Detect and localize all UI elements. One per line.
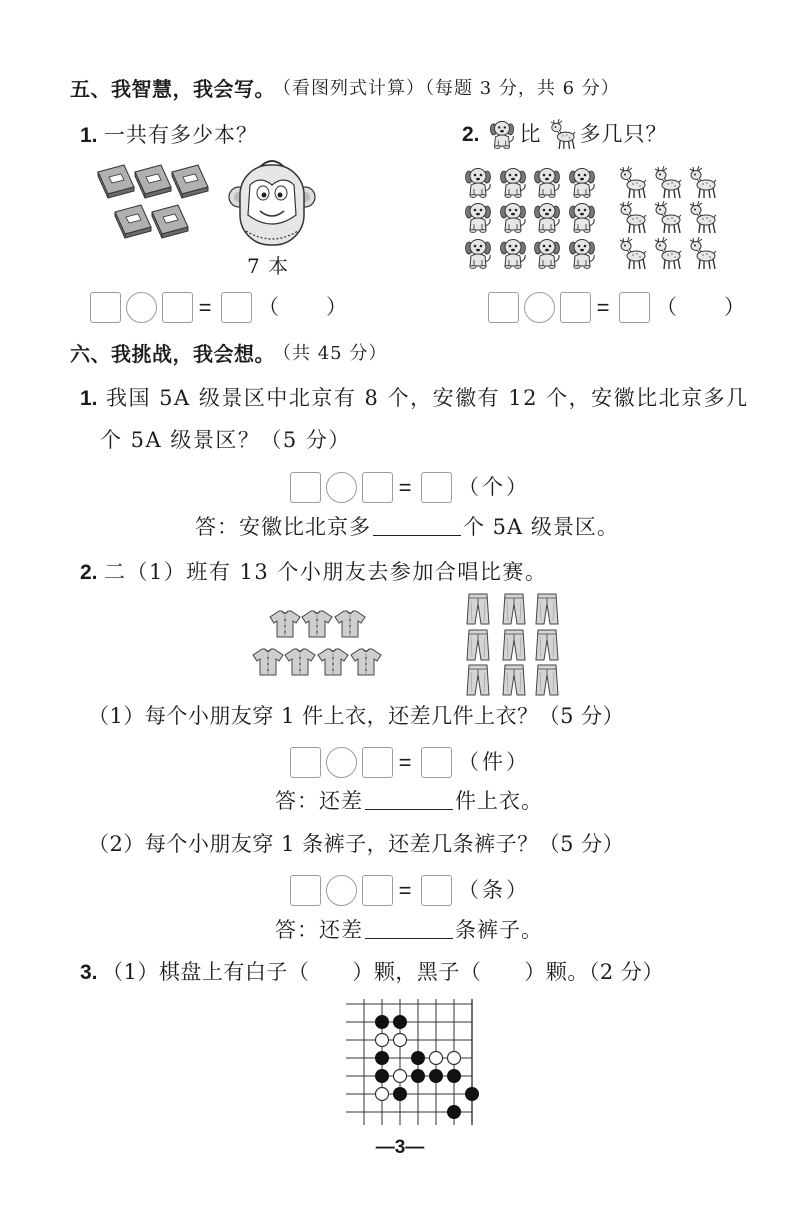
shirt-icon <box>302 611 332 637</box>
operand-box[interactable] <box>290 472 321 503</box>
unit-paren-open: （ <box>656 295 677 319</box>
section5-title: 五、我智慧，我会写。 <box>70 77 275 101</box>
q6-3-number: 3. <box>80 961 98 984</box>
dog-icon <box>570 204 595 233</box>
dog-icon <box>570 240 595 269</box>
dog-icon <box>466 204 491 233</box>
deer-icon <box>690 237 716 269</box>
operand-box[interactable] <box>362 875 393 906</box>
answer-suffix: 条裤子。 <box>455 918 543 942</box>
compare-word: 比 <box>519 121 542 146</box>
go-board-icon <box>340 995 480 1130</box>
shirts-picture <box>252 605 386 681</box>
operator-circle[interactable] <box>126 292 157 323</box>
deer-icon <box>655 237 681 269</box>
pants-icon <box>467 665 489 695</box>
dog-icon <box>501 169 526 198</box>
q6-2-number: 2. <box>80 561 98 584</box>
pants-icon <box>536 594 558 624</box>
dog-icon <box>488 118 516 150</box>
section5-note: （看图列式计算）（每题 3 分，共 6 分） <box>273 78 620 99</box>
equals-sign: = <box>596 295 610 320</box>
black-stone-icon <box>465 1087 479 1101</box>
operand-box[interactable] <box>290 747 321 778</box>
black-stone-icon <box>429 1069 443 1083</box>
deer-icon <box>548 118 576 150</box>
q5-2-question <box>462 118 668 150</box>
q6-2-part1-answer-line <box>275 791 543 812</box>
black-stone-icon <box>393 1087 407 1101</box>
deer-icon <box>620 237 646 269</box>
section6-title: 六、我挑战，我会想。 <box>70 342 275 366</box>
operand-box[interactable] <box>90 292 121 323</box>
white-stone-icon <box>376 1088 389 1101</box>
q5-2-number: 2. <box>462 122 480 146</box>
operand-box[interactable] <box>488 292 519 323</box>
unit-paren-open: （ <box>258 295 279 319</box>
answer-prefix: 答：还差 <box>275 918 363 942</box>
operator-circle[interactable] <box>524 292 555 323</box>
q6-1-equation <box>290 472 530 504</box>
equals-sign: = <box>398 878 412 903</box>
shirt-icon <box>351 649 381 675</box>
animals-picture <box>460 163 722 275</box>
dog-icon <box>501 240 526 269</box>
deer-icon <box>620 201 646 233</box>
q6-1-number: 1. <box>80 387 98 410</box>
q6-2-question: 二（1）班有 13 个小朋友去参加合唱比赛。 <box>104 560 548 584</box>
dog-icon <box>466 240 491 269</box>
answer-prefix: 答：还差 <box>275 789 363 813</box>
deer-icon <box>655 166 681 198</box>
q6-2-part2-equation <box>290 875 530 907</box>
operand-box[interactable] <box>362 747 393 778</box>
pants-icon <box>467 630 489 660</box>
q5-2-equation <box>488 292 752 324</box>
q5-2-question-tail: 多几只？ <box>579 121 668 146</box>
answer-blank[interactable] <box>373 534 461 536</box>
operand-box[interactable] <box>162 292 193 323</box>
white-stone-icon <box>430 1052 443 1065</box>
result-box[interactable] <box>221 292 252 323</box>
black-stone-icon <box>411 1051 425 1065</box>
q6-2-part1-question: （1）每个小朋友穿 1 件上衣，还差几件上衣？（5 分） <box>88 704 625 728</box>
result-box[interactable] <box>421 747 452 778</box>
shirt-icon <box>270 611 300 637</box>
operator-circle[interactable] <box>326 472 357 503</box>
pants-icon <box>503 594 525 624</box>
backpack-caption: 7 本 <box>247 254 290 278</box>
books-picture <box>90 155 220 245</box>
white-stone-icon <box>376 1034 389 1047</box>
dog-icon <box>570 169 595 198</box>
black-stone-icon <box>447 1069 461 1083</box>
answer-prefix: 答：安徽比北京多 <box>195 515 371 539</box>
book-icon <box>115 205 151 238</box>
page-number: —3— <box>375 1137 425 1158</box>
shirt-icon <box>285 649 315 675</box>
operator-circle[interactable] <box>326 875 357 906</box>
book-icon <box>152 205 188 238</box>
black-stone-icon <box>375 1051 389 1065</box>
result-box[interactable] <box>421 875 452 906</box>
equals-sign: = <box>398 475 412 500</box>
pants-icon <box>503 630 525 660</box>
book-icon <box>172 165 208 198</box>
answer-suffix: 件上衣。 <box>455 789 543 813</box>
equals-sign: = <box>198 295 212 320</box>
operator-circle[interactable] <box>326 747 357 778</box>
answer-blank[interactable] <box>365 937 453 939</box>
q5-1-equation <box>90 292 350 324</box>
unit-label: （个） <box>458 475 530 499</box>
black-stone-icon <box>375 1015 389 1029</box>
operand-box[interactable] <box>362 472 393 503</box>
shirt-icon <box>335 611 365 637</box>
pants-icon <box>503 665 525 695</box>
section6-note: （共 45 分） <box>273 343 388 364</box>
white-stone-icon <box>448 1052 461 1065</box>
pants-icon <box>536 630 558 660</box>
equals-sign: = <box>398 750 412 775</box>
shirt-icon <box>318 649 348 675</box>
dog-icon <box>535 240 560 269</box>
black-stone-icon <box>393 1015 407 1029</box>
book-icon <box>135 165 171 198</box>
answer-blank[interactable] <box>365 808 453 810</box>
shirt-icon <box>253 649 283 675</box>
result-box[interactable] <box>619 292 650 323</box>
operand-box[interactable] <box>290 875 321 906</box>
white-stone-icon <box>394 1034 407 1047</box>
unit-label: （条） <box>458 878 530 902</box>
unit-paren-close: ） <box>326 295 347 319</box>
backpack-icon <box>226 155 318 250</box>
answer-suffix: 个 5A 级景区。 <box>463 515 619 539</box>
pants-picture <box>462 592 562 698</box>
dog-icon <box>466 169 491 198</box>
black-stone-icon <box>411 1069 425 1083</box>
unit-label: （件） <box>458 750 530 774</box>
q6-3-question: （1）棋盘上有白子（ ）颗，黑子（ ）颗。（2 分） <box>102 960 664 984</box>
deer-icon <box>690 201 716 233</box>
q6-1-answer-line <box>195 517 619 538</box>
q6-2-part2-question: （2）每个小朋友穿 1 条裤子，还差几条裤子？（5 分） <box>88 832 625 856</box>
pants-icon <box>467 594 489 624</box>
q5-1-number: 1. <box>80 124 98 147</box>
operand-box[interactable] <box>560 292 591 323</box>
black-stone-icon <box>447 1105 461 1119</box>
dog-icon <box>535 204 560 233</box>
deer-icon <box>655 201 681 233</box>
q5-1-question: 一共有多少本？ <box>104 123 258 147</box>
book-icon <box>98 165 134 198</box>
deer-icon <box>620 166 646 198</box>
q6-1-question-line1: 我国 5A 级景区中北京有 8 个，安徽有 12 个，安徽比北京多几 <box>106 386 749 410</box>
dog-icon <box>535 169 560 198</box>
result-box[interactable] <box>421 472 452 503</box>
deer-icon <box>690 166 716 198</box>
unit-paren-close: ） <box>724 295 745 319</box>
q6-1-question-line2: 个 5A 级景区？（5 分） <box>100 428 351 452</box>
white-stone-icon <box>394 1070 407 1083</box>
q6-2-part1-equation <box>290 747 530 779</box>
pants-icon <box>536 665 558 695</box>
dog-icon <box>501 204 526 233</box>
black-stone-icon <box>375 1069 389 1083</box>
q6-2-part2-answer-line <box>275 920 543 941</box>
